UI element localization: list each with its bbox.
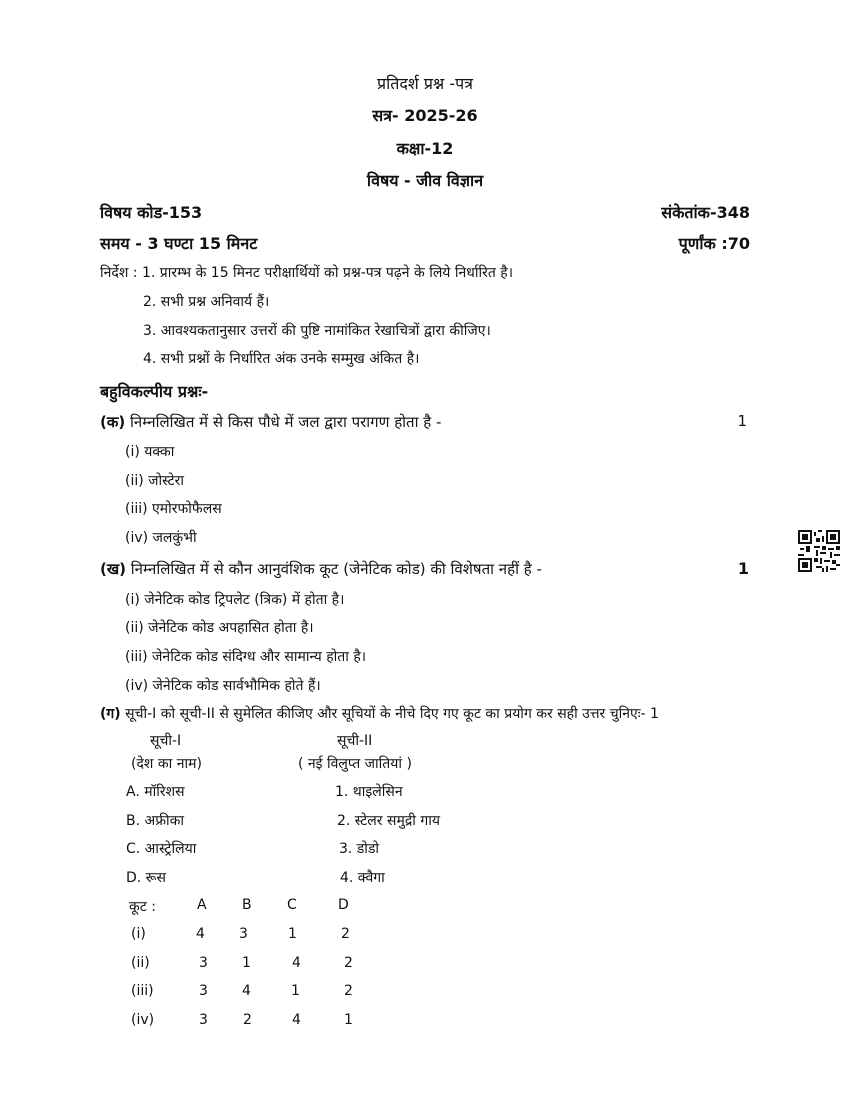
code-cell: 4 <box>292 955 301 971</box>
qr-code-icon <box>798 530 840 572</box>
q1-stem <box>100 412 441 432</box>
code-cell: 1 <box>242 955 251 971</box>
q2-text: निम्नलिखित में से कौन आनुवंशिक कूट (जेनेटिक कोड) की विशेषता नहीं है - <box>130 560 542 578</box>
list2-item-2: 2. स्टेलर समुद्री गाय <box>337 813 440 829</box>
paper-title: प्रतिदर्श प्रश्न -पत्र <box>376 74 474 93</box>
code-header-b: B <box>242 897 252 913</box>
code-cell: 3 <box>199 955 208 971</box>
code-cell: 1 <box>291 983 300 999</box>
q3-stem <box>100 704 659 723</box>
instruction-2: 2. सभी प्रश्न अनिवार्य हैं। <box>143 294 270 310</box>
list2-item-4: 4. क्वैगा <box>340 870 385 886</box>
code-cell: 3 <box>199 983 208 999</box>
class-line: कक्षा-12 <box>396 139 454 158</box>
list1-item-c: C. आस्ट्रेलिया <box>126 841 197 857</box>
q1-option-4: (iv) जलकुंभी <box>125 530 197 546</box>
session-line: सत्र- 2025-26 <box>372 106 478 125</box>
code-header-a: A <box>197 897 207 913</box>
q1-marks: 1 <box>737 412 747 430</box>
list2-subtitle: ( नई विलुप्त जातियां ) <box>298 756 412 772</box>
list1-subtitle: (देश का नाम) <box>131 756 202 772</box>
q3-label: (ग) <box>100 706 121 722</box>
q2-stem <box>100 559 542 579</box>
code-cell: 4 <box>196 926 205 942</box>
code-row-label: (iv) <box>131 1012 155 1028</box>
code-row-label: (i) <box>131 926 146 942</box>
subject-code: विषय कोड-153 <box>100 203 203 222</box>
code-cell: 2 <box>344 983 353 999</box>
q1-label: (क) <box>100 413 126 431</box>
q1-option-3: (iii) एमोरफोफैलस <box>125 501 222 517</box>
q1-option-1: (i) यक्का <box>125 444 175 460</box>
code-cell: 1 <box>288 926 297 942</box>
code-number: संकेतांक-348 <box>661 203 750 222</box>
code-header-d: D <box>338 897 349 913</box>
code-cell: 2 <box>341 926 350 942</box>
code-cell: 1 <box>344 1012 353 1028</box>
list1-item-b: B. अफ्रीका <box>126 813 184 829</box>
list2-title: सूची-II <box>337 733 373 749</box>
q1-text: निम्नलिखित में से किस पौधे में जल द्वारा परागण होता है - <box>130 413 442 431</box>
list1-item-d: D. रूस <box>126 870 167 886</box>
code-row-label: (ii) <box>131 955 150 971</box>
code-cell: 4 <box>242 983 251 999</box>
q2-option-2: (ii) जेनेटिक कोड अपहासित होता है। <box>125 620 314 636</box>
q3-text: सूची-I को सूची-II से सुमेलित कीजिए और सूचियों के नीचे दिए गए कूट का प्रयोग कर सही उत्तर चुनिएः- 1 <box>125 706 659 722</box>
code-cell: 4 <box>292 1012 301 1028</box>
list1-item-a: A. मॉरिशस <box>126 784 185 800</box>
max-marks: पूर्णांक :70 <box>678 234 750 253</box>
instruction-3: 3. आवश्यकतानुसार उत्तरों की पुष्टि नामांकित रेखाचित्रों द्वारा कीजिए। <box>143 323 491 339</box>
code-row-label: (iii) <box>131 983 154 999</box>
list1-title: सूची-I <box>150 733 182 749</box>
code-header-c: C <box>287 897 297 913</box>
q1-option-2: (ii) जोस्टेरा <box>125 473 185 489</box>
time-allowed: समय - 3 घण्टा 15 मिनट <box>100 234 258 253</box>
instruction-4: 4. सभी प्रश्नों के निर्धारित अंक उनके सम्मुख अंकित है। <box>143 351 420 367</box>
q2-option-3: (iii) जेनेटिक कोड संदिग्ध और सामान्य होता है। <box>125 649 367 665</box>
subject-line: विषय - जीव विज्ञान <box>366 171 484 190</box>
code-cell: 3 <box>239 926 248 942</box>
code-cell: 2 <box>344 955 353 971</box>
code-cell: 2 <box>243 1012 252 1028</box>
list2-item-3: 3. डोडो <box>339 841 380 857</box>
q2-option-1: (i) जेनेटिक कोड ट्रिपलेट (त्रिक) में होता है। <box>125 592 345 608</box>
q2-label: (ख) <box>100 560 126 578</box>
q2-marks: 1 <box>737 559 749 578</box>
code-label: कूट : <box>129 899 156 915</box>
section-title: बहुविकल्पीय प्रश्नः- <box>100 382 209 401</box>
list2-item-1: 1. थाइलेसिन <box>335 784 403 800</box>
code-cell: 3 <box>199 1012 208 1028</box>
q2-option-4: (iv) जेनेटिक कोड सार्वभौमिक होते हैं। <box>125 678 321 694</box>
instruction-1: निर्देश : 1. प्रारम्भ के 15 मिनट परीक्षार्थियों को प्रश्न-पत्र पढ़ने के लिये निर्धारित है। <box>100 265 514 281</box>
